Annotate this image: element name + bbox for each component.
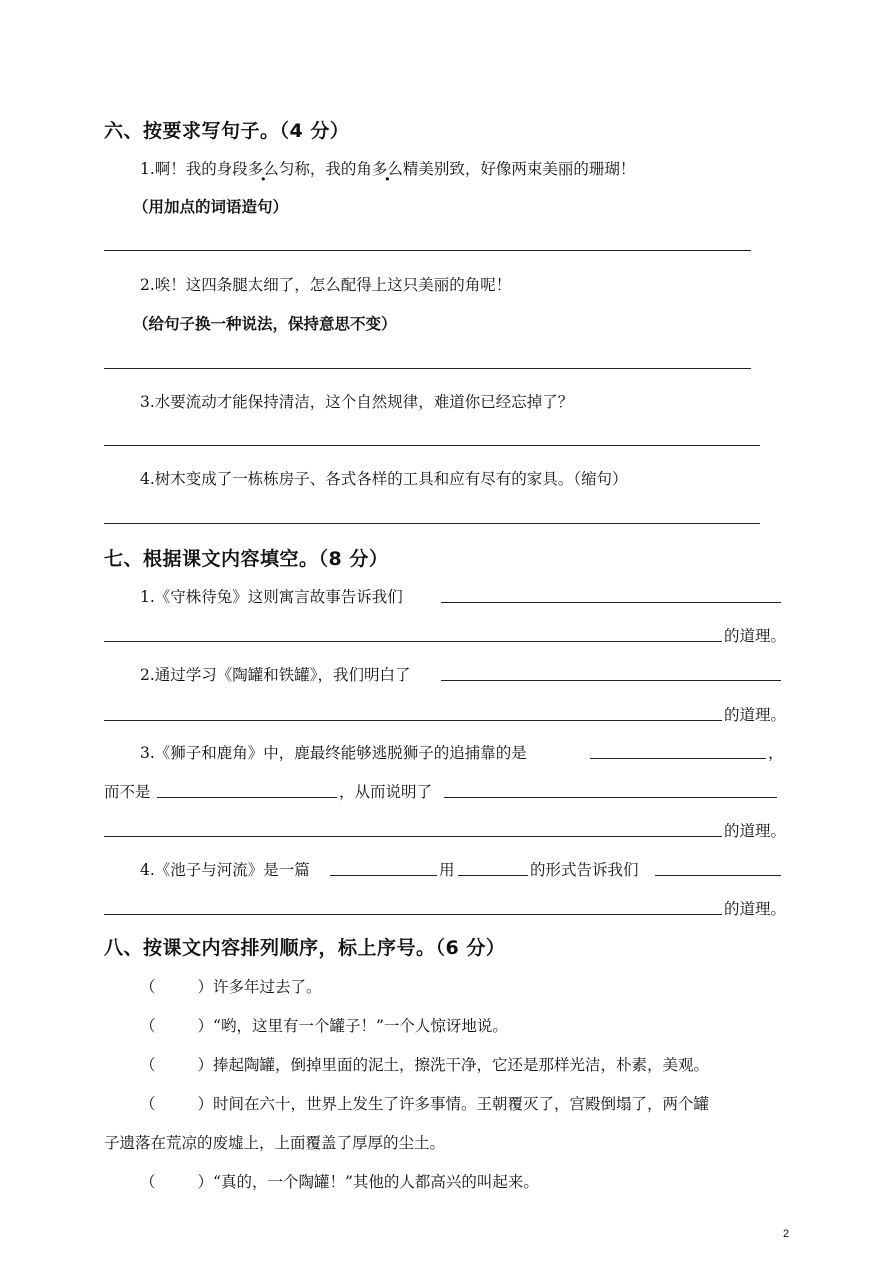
answer-line-s6-q3[interactable] — [104, 445, 760, 446]
s7-q3c: ，从而说明了 — [339, 783, 433, 801]
order-blank-2[interactable]: （ ） — [140, 1017, 214, 1035]
s7-q3a: 3.《狮子和鹿角》中，鹿最终能够逃脱狮子的追捕靠的是 — [140, 744, 527, 762]
s7-q2-suffix: 的道理。 — [724, 706, 787, 724]
s7-q3b: 而不是 — [104, 783, 151, 801]
s7-q4a: 4.《池子与河流》是一篇 — [140, 861, 310, 879]
blank-s7-q3b[interactable] — [157, 797, 337, 798]
order-blank-3[interactable]: （ ） — [140, 1056, 214, 1074]
s6-q1: 1.啊！我的身段多么匀称，我的角多么精美别致，好像两束美丽的珊瑚！ — [140, 157, 635, 179]
blank-s7-q3d[interactable] — [104, 836, 722, 837]
blank-s7-q2b[interactable] — [104, 720, 722, 721]
s7-q4c: 的形式告诉我们 — [530, 861, 639, 879]
blank-s7-q3a[interactable] — [590, 758, 766, 759]
blank-s7-q3c[interactable] — [444, 797, 777, 798]
section7-title: 七、根据课文内容填空。（8 分） — [104, 548, 389, 570]
s8-item-4-cont: 子遗落在荒凉的废墟上，上面覆盖了厚厚的尘土。 — [104, 1134, 446, 1152]
s6-q4: 4.树木变成了一栋栋房子、各式各样的工具和应有尽有的家具。（缩句） — [140, 470, 628, 488]
order-blank-5[interactable]: （ ） — [140, 1173, 214, 1191]
s6-q2: 2.唉！这四条腿太细了，怎么配得上这只美丽的角呢！ — [140, 276, 512, 294]
s7-q1: 1.《守株待兔》这则寓言故事告诉我们 — [140, 588, 403, 606]
emphasized-word-2: 多么 — [371, 160, 403, 178]
section8-title: 八、按课文内容排列顺序，标上序号。（6 分） — [104, 937, 506, 959]
s8-item-1: （ ）许多年过去了。 — [140, 978, 322, 996]
emphasized-word-1: 多么 — [247, 160, 279, 178]
order-blank-1[interactable]: （ ） — [140, 978, 214, 996]
order-blank-4[interactable]: （ ） — [140, 1095, 214, 1113]
blank-s7-q1a[interactable] — [441, 602, 781, 603]
blank-s7-q4b[interactable] — [458, 875, 528, 876]
section6-title: 六、按要求写句子。（4 分） — [104, 120, 350, 142]
s8-item-2: （ ）“哟，这里有一个罐子！”一个人惊讶地说。 — [140, 1017, 508, 1035]
s7-q3-comma: ， — [768, 744, 784, 762]
s8-item-3: （ ）捧起陶罐，倒掉里面的泥土，擦洗干净，它还是那样光洁，朴素，美观。 — [140, 1056, 710, 1074]
s6-q1-hint: （用加点的词语造句） — [133, 198, 289, 216]
blank-s7-q4a[interactable] — [330, 875, 437, 876]
s7-q4b: 用 — [439, 861, 455, 879]
blank-s7-q1b[interactable] — [104, 641, 722, 642]
s7-q4-suffix: 的道理。 — [724, 900, 787, 918]
blank-s7-q4d[interactable] — [104, 914, 722, 915]
blank-s7-q2a[interactable] — [441, 680, 781, 681]
s6-q3: 3.水要流动才能保持清洁，这个自然规律，难道你已经忘掉了？ — [140, 393, 574, 411]
s7-q3-suffix: 的道理。 — [724, 822, 787, 840]
s8-item-4: （ ）时间在六十，世界上发生了许多事情。王朝覆灭了，宫殿倒塌了，两个罐 — [140, 1095, 710, 1113]
answer-line-s6-q2[interactable] — [104, 368, 751, 369]
s7-q1-suffix: 的道理。 — [724, 627, 787, 645]
page-number: 2 — [783, 1228, 790, 1240]
answer-line-s6-q4[interactable] — [104, 523, 760, 524]
s7-q2: 2.通过学习《陶罐和铁罐》，我们明白了 — [140, 666, 411, 684]
blank-s7-q4c[interactable] — [655, 875, 781, 876]
s6-q2-hint: （给句子换一种说法，保持意思不变） — [133, 315, 397, 333]
s8-item-5: （ ）“真的，一个陶罐！”其他的人都高兴的叫起来。 — [140, 1173, 539, 1191]
answer-line-s6-q1[interactable] — [104, 250, 751, 251]
